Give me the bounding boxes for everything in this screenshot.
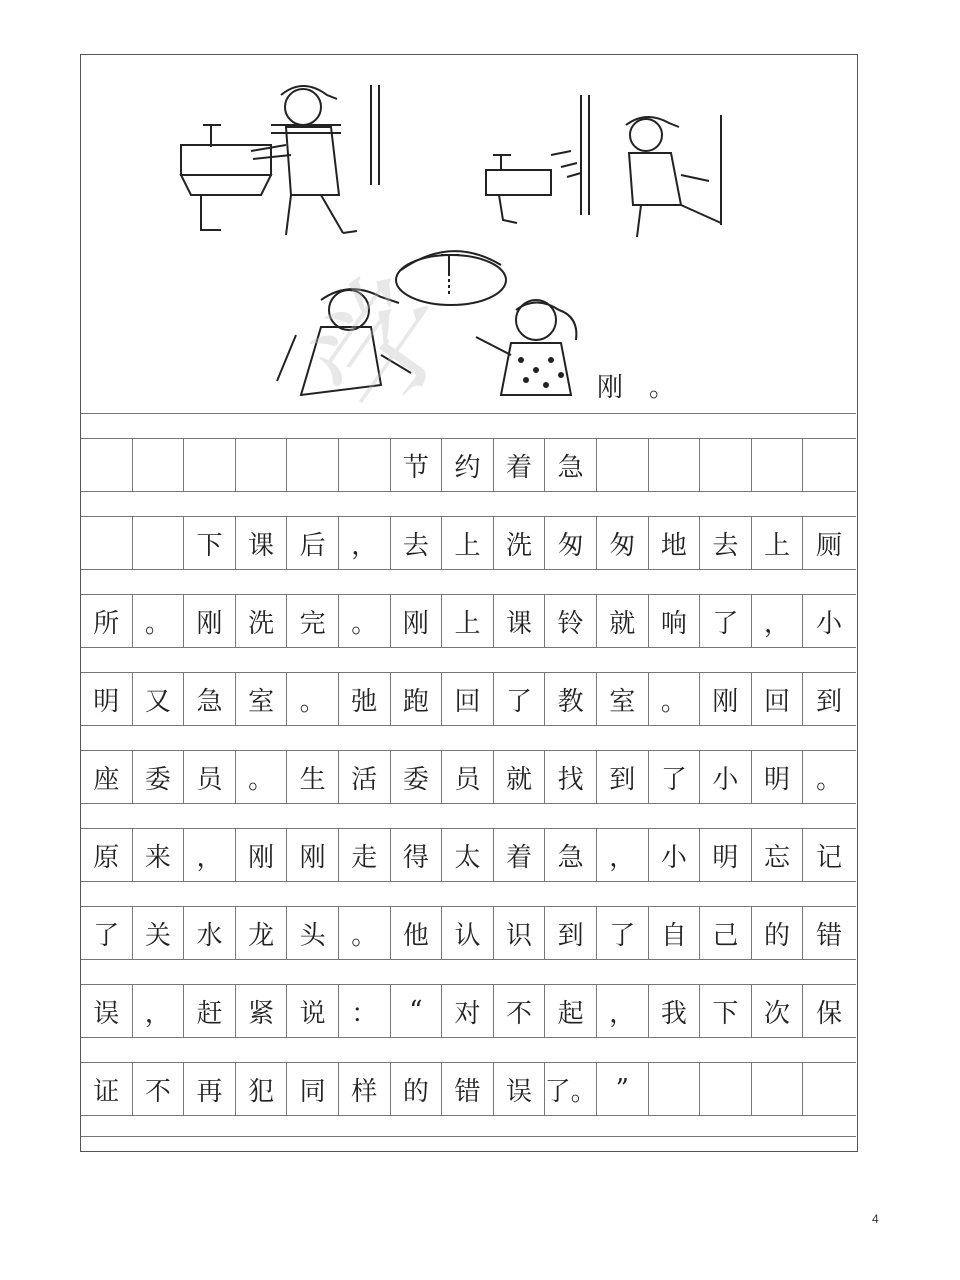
grid-cell: 座 <box>81 751 133 803</box>
grid-cell: 头 <box>287 907 339 959</box>
grid-cell: 小 <box>649 829 701 881</box>
grid-cell: 上 <box>752 517 804 569</box>
grid-cell: 上 <box>442 517 494 569</box>
grid-cell: 到 <box>816 686 843 717</box>
grid-cell: 回 <box>752 673 804 725</box>
grid-cell: 的 <box>752 907 804 959</box>
grid-cell <box>81 517 133 569</box>
grid-cell: 去 <box>391 517 443 569</box>
grid-cell: ， <box>133 985 185 1037</box>
grid-cell: 活 <box>339 751 391 803</box>
grid-row <box>81 751 856 803</box>
grid-cell: 到 <box>545 907 597 959</box>
grid-cell: 对 <box>442 985 494 1037</box>
grid-cell: 我 <box>649 985 701 1037</box>
row-gap <box>81 569 856 595</box>
grid-cell: 自 <box>649 907 701 959</box>
grid-cell: ， <box>184 829 236 881</box>
grid-cell <box>287 439 339 491</box>
grid-cell: 教 <box>545 673 597 725</box>
grid-cell <box>752 439 804 491</box>
illustration-drawing <box>81 55 856 413</box>
grid-cell: ， <box>597 829 649 881</box>
grid-cell: 急 <box>545 439 597 491</box>
grid-cell <box>803 1063 855 1115</box>
grid-cell: 员 <box>184 751 236 803</box>
grid-cell: 委 <box>133 751 185 803</box>
grid-cell: 了。 <box>545 1063 597 1115</box>
grid-cell: 到 <box>597 751 649 803</box>
grid-cell: 。 <box>816 764 843 795</box>
grid-cell <box>133 439 185 491</box>
grid-cell <box>700 1063 752 1115</box>
grid-cell: 室 <box>236 673 288 725</box>
grid-cell: 响 <box>649 595 701 647</box>
grid-cell: 次 <box>752 985 804 1037</box>
grid-cell: 急 <box>184 673 236 725</box>
grid-cell: 后 <box>287 517 339 569</box>
grid-cell: 来 <box>133 829 185 881</box>
grid-cell: ， <box>752 595 804 647</box>
grid-cell: 保 <box>816 998 843 1029</box>
grid-cell <box>752 1063 804 1115</box>
row-gap <box>81 647 856 673</box>
grid-cell: 太 <box>442 829 494 881</box>
grid-cell: 刚 <box>391 595 443 647</box>
grid-cell: 刚 <box>236 829 288 881</box>
grid-cell: 着 <box>494 439 546 491</box>
grid-cell: 明 <box>700 829 752 881</box>
grid-cell: 刚 <box>700 673 752 725</box>
grid-cell: 课 <box>236 517 288 569</box>
caption-cell-2: 。 <box>649 373 676 403</box>
grid-cell: 下 <box>184 517 236 569</box>
grid-cell: 。 <box>236 751 288 803</box>
grid-cell: 不 <box>494 985 546 1037</box>
grid-cell: 室 <box>597 673 649 725</box>
grid-cell: 证 <box>81 1063 133 1115</box>
grid-cell: 走 <box>339 829 391 881</box>
grid-cell: 回 <box>442 673 494 725</box>
grid-row <box>81 985 856 1037</box>
grid-cell: 铃 <box>545 595 597 647</box>
grid-cell: 匆 <box>545 517 597 569</box>
grid-cell <box>597 439 649 491</box>
grid-cell: 紧 <box>236 985 288 1037</box>
grid-cell: 匆 <box>597 517 649 569</box>
grid-cell: 了 <box>649 751 701 803</box>
grid-cell <box>133 517 185 569</box>
grid-cell: 了 <box>494 673 546 725</box>
grid-cell: 上 <box>442 595 494 647</box>
grid-cell: 洗 <box>236 595 288 647</box>
row-gap <box>81 491 856 517</box>
grid-cell: 再 <box>184 1063 236 1115</box>
grid-cell <box>236 439 288 491</box>
grid-cell: 。 <box>133 595 185 647</box>
grid-cell: 约 <box>442 439 494 491</box>
grid-row <box>81 595 856 647</box>
grid-cell: 说 <box>287 985 339 1037</box>
row-gap <box>81 881 856 907</box>
grid-row <box>81 829 856 881</box>
page-number: 4 <box>872 1212 879 1226</box>
grid-cell: 。 <box>339 907 391 959</box>
grid-cell: ， <box>339 517 391 569</box>
grid-cell: 。 <box>339 595 391 647</box>
grid-cell: 水 <box>184 907 236 959</box>
grid-cell: 跑 <box>391 673 443 725</box>
grid-cell: 课 <box>494 595 546 647</box>
grid-cell: 弛 <box>339 673 391 725</box>
grid-cell: 刚 <box>184 595 236 647</box>
grid-cell <box>649 439 701 491</box>
row-gap <box>81 1037 856 1063</box>
grid-cell: 着 <box>494 829 546 881</box>
row-gap <box>81 1115 856 1137</box>
grid-cell: 就 <box>494 751 546 803</box>
grid-cell <box>339 439 391 491</box>
grid-cell: 犯 <box>236 1063 288 1115</box>
grid-cell: 去 <box>700 517 752 569</box>
grid-row <box>81 673 856 725</box>
grid-cell: 明 <box>81 673 133 725</box>
grid-cell: “ <box>391 985 443 1037</box>
row-gap <box>81 413 856 439</box>
grid-cell: 厕 <box>816 530 843 561</box>
grid-cell: 错 <box>442 1063 494 1115</box>
grid-cell: 记 <box>816 842 843 873</box>
grid-cell: 地 <box>649 517 701 569</box>
grid-row <box>81 517 856 569</box>
grid-cell: 赶 <box>184 985 236 1037</box>
grid-cell <box>81 439 133 491</box>
grid-cell: 急 <box>545 829 597 881</box>
grid-cell: 所 <box>81 595 133 647</box>
row-gap <box>81 725 856 751</box>
grid-cell: ： <box>339 985 391 1037</box>
grid-cell: 了 <box>81 907 133 959</box>
watermark: 学 <box>282 249 483 444</box>
grid-cell: 误 <box>494 1063 546 1115</box>
grid-row <box>81 907 856 959</box>
grid-cell: 忘 <box>752 829 804 881</box>
grid-cell: 样 <box>339 1063 391 1115</box>
grid-cell <box>803 439 855 491</box>
grid-cell: 得 <box>391 829 443 881</box>
grid-cell: 起 <box>545 985 597 1037</box>
grid-cell: 刚 <box>287 829 339 881</box>
grid-row <box>81 439 856 491</box>
grid-cell: 小 <box>816 608 843 639</box>
grid-cell: 他 <box>391 907 443 959</box>
grid-cell: 关 <box>133 907 185 959</box>
grid-cell: 龙 <box>236 907 288 959</box>
grid-cell: 不 <box>133 1063 185 1115</box>
grid-cell: 就 <box>597 595 649 647</box>
grid-cell <box>184 439 236 491</box>
grid-cell: ， <box>597 985 649 1037</box>
grid-cell: 生 <box>287 751 339 803</box>
grid-cell: 又 <box>133 673 185 725</box>
grid-cell: 。 <box>287 673 339 725</box>
grid-cell: 错 <box>816 920 843 951</box>
grid-row <box>81 1063 856 1115</box>
grid-cell: 的 <box>391 1063 443 1115</box>
grid-cell: 员 <box>442 751 494 803</box>
grid-cell: 洗 <box>494 517 546 569</box>
grid-cell: ” <box>597 1063 649 1115</box>
grid-cell: 小 <box>700 751 752 803</box>
grid-cell: 完 <box>287 595 339 647</box>
grid-cell: 了 <box>597 907 649 959</box>
grid-cell: 认 <box>442 907 494 959</box>
row-gap <box>81 959 856 985</box>
grid-cell: 误 <box>81 985 133 1037</box>
grid-cell: 。 <box>649 673 701 725</box>
writing-sheet <box>80 54 858 1152</box>
grid-cell: 同 <box>287 1063 339 1115</box>
row-gap <box>81 803 856 829</box>
grid-cell: 节 <box>391 439 443 491</box>
grid-cell: 了 <box>700 595 752 647</box>
grid-cell: 找 <box>545 751 597 803</box>
grid-cell: 明 <box>752 751 804 803</box>
grid-cell: 委 <box>391 751 443 803</box>
caption-cell-1: 刚 <box>597 373 624 403</box>
grid-cell <box>649 1063 701 1115</box>
grid-cell: 原 <box>81 829 133 881</box>
grid-cell: 己 <box>700 907 752 959</box>
grid-cell: 下 <box>700 985 752 1037</box>
grid-cell <box>700 439 752 491</box>
illustration-panel <box>81 55 856 414</box>
grid-cell: 识 <box>494 907 546 959</box>
